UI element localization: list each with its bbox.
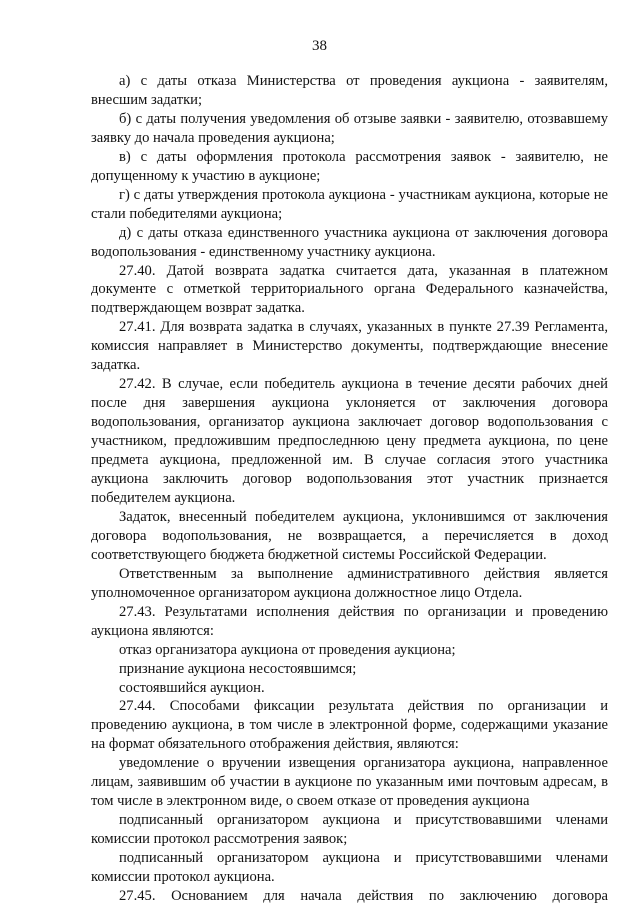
paragraph: д) с даты отказа единственного участника аукциона от заключения договора водопользования - единственному участнику аукциона. [91, 224, 608, 260]
paragraph: признание аукциона несостоявшимся; [119, 660, 357, 677]
paragraph: Задаток, внесенный победителем аукциона, уклонившимся от заключения договора водопользования, не возвращается, а перечисляется в доход соответствующего бюджета бюджетной системы Российской Федерации. [91, 508, 608, 563]
paragraph: 27.41. Для возврата задатка в случаях, указанных в пункте 27.39 Регламента, комиссия направляет в Министерство документы, подтверждающие внесение задатка. [91, 319, 608, 374]
paragraph: г) с даты утверждения протокола аукциона - участникам аукциона, которые не стали победителями аукциона; [91, 186, 608, 222]
paragraph: 27.44. Способами фиксации результата действия по организации и проведению аукциона, в том числе в электронной форме, содержащими указание на формат обязательного отображения действия, являются: [91, 698, 608, 753]
paragraph: Ответственным за выполнение административного действия является уполномоченное организатором аукциона должностное лицо Отдела. [91, 565, 608, 601]
paragraph: состоявшийся аукцион. [119, 679, 265, 696]
paragraph: 27.40. Датой возврата задатка считается дата, указанная в платежном документе с отметкой территориального органа Федерального казначейства, подтверждающем возврат задатка. [91, 262, 608, 317]
paragraph: отказ организатора аукциона от проведения аукциона; [119, 641, 456, 658]
paragraph: 27.43. Результатами исполнения действия по организации и проведению аукциона являются: [91, 603, 608, 639]
paragraph: а) с даты отказа Министерства от проведения аукциона - заявителям, внесшим задатки; [91, 73, 608, 108]
paragraph: 27.45. Основанием для начала действия по заключению договора [119, 887, 608, 904]
page-number: 38 [312, 38, 327, 54]
paragraph: уведомление о вручении извещения организатора аукциона, направленное лицам, заявившим об участии в аукционе по указанным ими почтовым адресам, в том числе в электронном виде, о своем отказе от проведения аукциона [91, 755, 608, 810]
paragraph: 27.42. В случае, если победитель аукциона в течение десяти рабочих дней после дня завершения аукциона уклоняется от заключения договора водопользования, организатор аукциона заключает договор водопользования с участником, предложившим предпоследнюю цену предмета аукциона, по цене предмета аукциона, предложенной им. В случае согласия этого участника аукциона заключить договор водопользования этот участник признается победителем аукциона. [91, 376, 608, 506]
document-body [91, 72, 608, 906]
paragraph: подписанный организатором аукциона и присутствовавшими членами комиссии протокол аукциона. [91, 850, 608, 886]
paragraph: б) с даты получения уведомления об отзыве заявки - заявителю, отозвавшему заявку до начала проведения аукциона; [91, 110, 608, 146]
paragraph: подписанный организатором аукциона и присутствовавшими членами комиссии протокол рассмотрения заявок; [91, 812, 608, 848]
paragraph: в) с даты оформления протокола рассмотрения заявок - заявителю, не допущенному к участию в аукционе; [91, 148, 608, 184]
